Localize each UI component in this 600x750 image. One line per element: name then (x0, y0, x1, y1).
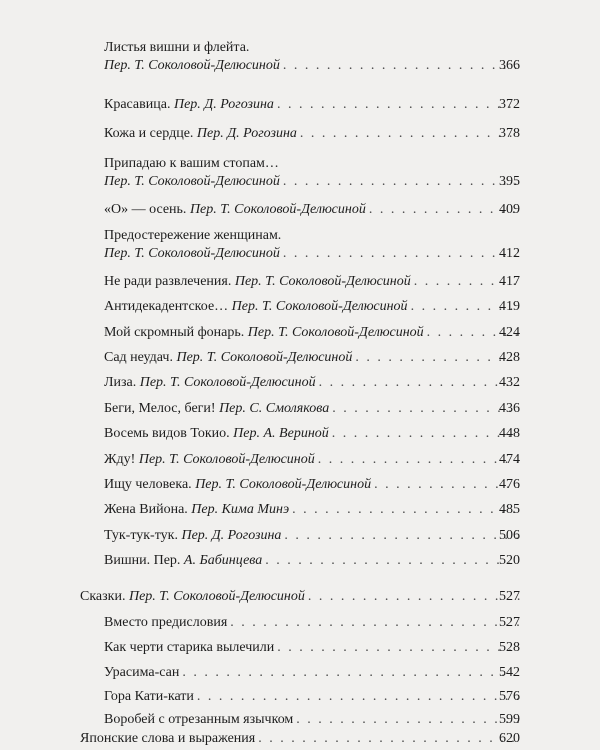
page-number: 424 (499, 325, 520, 340)
page-number: 620 (499, 731, 520, 746)
entry-leader-line: Жена Вийона. Пер. Кима Минэ . . . (104, 501, 519, 519)
section-leader-line: Японские слова и выражения . . . (80, 730, 520, 748)
entry-leader-line: Антидекадентское… Пер. Т. Соколовой-Делюсиной . . . (104, 298, 519, 316)
entry-leader-line: Красавица. Пер. Д. Рогозина . . . (104, 96, 519, 114)
page-number: 432 (499, 375, 520, 390)
entry-leader-line: Беги, Мелос, беги! Пер. С. Смолякова . . . (104, 400, 519, 418)
page-number: 436 (499, 401, 520, 416)
entry-leader-line: Гора Кати-кати . . . (104, 688, 519, 706)
entry-leader-line: Мой скромный фонарь. Пер. Т. Соколовой-Делюсиной . . . (104, 324, 519, 342)
entry-title: Припадаю к вашим стопам… (104, 156, 279, 171)
page-number: 474 (499, 452, 520, 467)
entry-leader-line: Урасима-сан . . . (104, 664, 519, 682)
entry-leader-line: Пер. Т. Соколовой-Делюсиной . . . (104, 245, 519, 263)
entry-leader-line: Пер. Т. Соколовой-Делюсиной . . . (104, 57, 519, 75)
page-number: 412 (499, 246, 520, 261)
entry-leader-line: Воробей с отрезанным язычком . . . (104, 711, 519, 729)
entry-leader-line: Восемь видов Токио. Пер. А. Вериной . . . (104, 425, 519, 443)
page-number: 599 (499, 712, 520, 727)
entry-leader-line: «О» — осень. Пер. Т. Соколовой-Делюсиной . . . (104, 201, 519, 219)
entry-leader-line: Кожа и сердце. Пер. Д. Рогозина . . . (104, 125, 519, 143)
page-number: 476 (499, 477, 520, 492)
entry-leader-line: Сад неудач. Пер. Т. Соколовой-Делюсиной . . . (104, 349, 519, 367)
entry-title: Предостережение женщинам. (104, 228, 282, 243)
entry-leader-line: Вместо предисловия . . . (104, 614, 519, 632)
page-number: 506 (499, 528, 520, 543)
page-number: 485 (499, 502, 520, 517)
page-number: 419 (499, 299, 520, 314)
page-number: 428 (499, 350, 520, 365)
entry-leader-line: Как черти старика вылечили . . . (104, 639, 519, 657)
entry-title: Листья вишни и флейта. (104, 40, 250, 55)
page-number: 527 (499, 615, 520, 630)
entry-leader-line: Ищу человека. Пер. Т. Соколовой-Делюсиной . . . (104, 476, 519, 494)
page-number: 542 (499, 665, 520, 680)
page-number: 520 (499, 553, 520, 568)
entry-leader-line: Тук-тук-тук. Пер. Д. Рогозина . . . (104, 527, 519, 545)
page-number: 378 (499, 126, 520, 141)
page-number: 366 (499, 58, 520, 73)
page-number: 395 (499, 174, 520, 189)
entry-leader-line: Лиза. Пер. Т. Соколовой-Делюсиной . . . (104, 374, 519, 392)
page-number: 448 (499, 426, 520, 441)
entry-leader-line: Вишни. Пер. А. Бабинцева . . . (104, 552, 519, 570)
page-number: 527 (499, 589, 520, 604)
entry-leader-line: Пер. Т. Соколовой-Делюсиной . . . (104, 173, 519, 191)
entry-leader-line: Не ради развлечения. Пер. Т. Соколовой-Делюсиной . . . (104, 273, 519, 291)
page-number: 576 (499, 689, 520, 704)
entry-leader-line: Жду! Пер. Т. Соколовой-Делюсиной . . . (104, 451, 519, 469)
page-number: 372 (499, 97, 520, 112)
page-number: 528 (499, 640, 520, 655)
page-number: 417 (499, 274, 520, 289)
page-number: 409 (499, 202, 520, 217)
section-leader-line: Сказки. Пер. Т. Соколовой-Делюсиной . . . (80, 588, 520, 606)
